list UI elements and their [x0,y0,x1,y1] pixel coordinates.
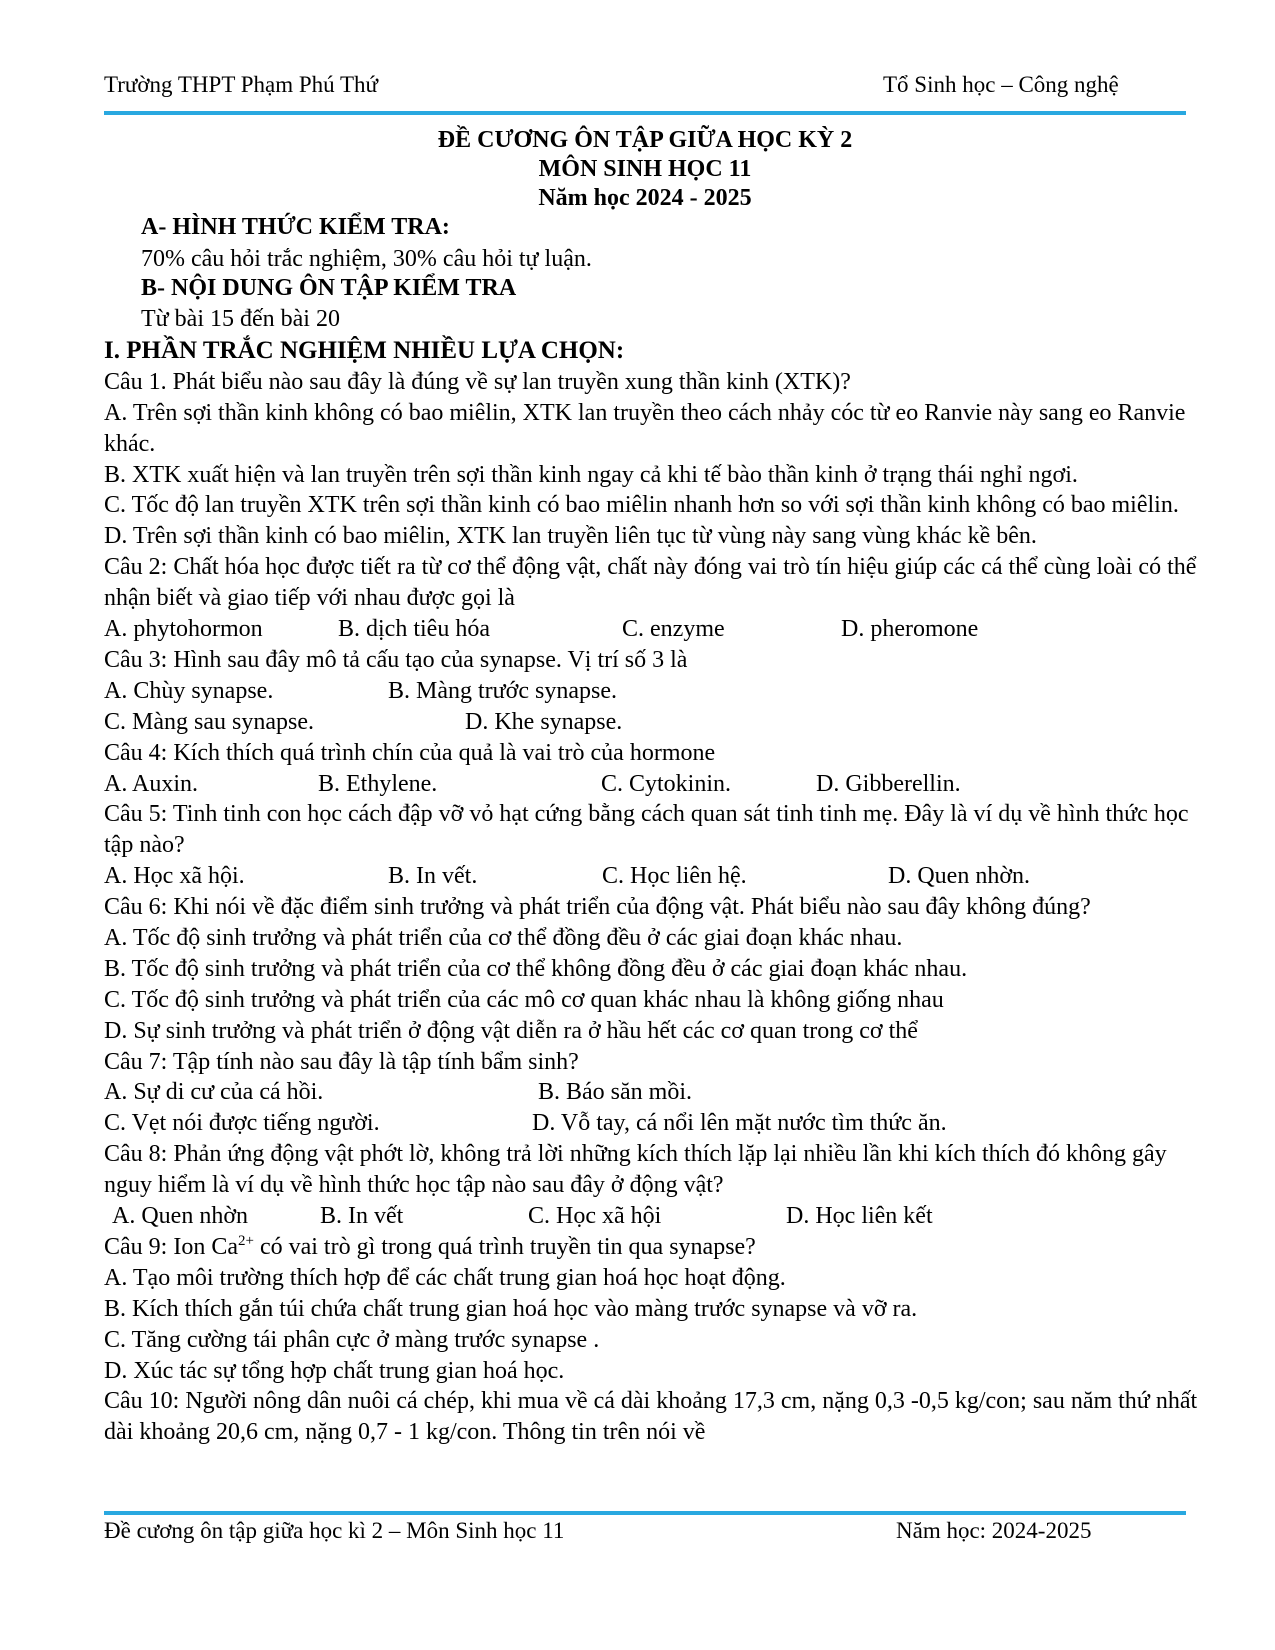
question-9-option-c: C. Tăng cường tái phân cực ở màng trước synapse . [104,1326,600,1353]
question-10-stem: Câu 10: Người nông dân nuôi cá chép, khi mua về cá dài khoảng 17,3 cm, nặng 0,3 -0,5 kg/con; sau năm thứ nhất dài khoảng 20,6 cm, nặng 0,7 - 1 kg/con. Thông tin trên nói về [104,1388,1198,1446]
footer-year: Năm học: 2024-2025 [896,1518,1092,1543]
question-7-stem: Câu 7: Tập tính nào sau đây là tập tính bẩm sinh? [104,1048,579,1075]
question-6-stem: Câu 6: Khi nói về đặc điểm sinh trưởng và phát triển của động vật. Phát biểu nào sau đây không đúng? [104,894,1091,921]
question-2-stem: Câu 2: Chất hóa học được tiết ra từ cơ thể động vật, chất này đóng vai trò tín hiệu giúp các cá thể cùng loài có thể nhận biết và giao tiếp với nhau được gọi là [104,554,1197,612]
question-4-option-d: D. Gibberellin. [816,770,961,797]
question-3-option-b: B. Màng trước synapse. [388,677,617,704]
question-8-options [104,1201,1212,1232]
section-a-title: A- HÌNH THỨC KIỂM TRA: [141,214,450,240]
question-5-option-d: D. Quen nhờn. [888,863,1031,890]
question-9-option-d: D. Xúc tác sự tổng hợp chất trung gian hoá học. [104,1357,565,1384]
question-4-options [104,769,1212,800]
footer-rule [104,1511,1186,1515]
question-list [104,336,1212,1448]
question-9-stem-end: có vai trò gì trong quá trình truyền tin qua synapse? [253,1233,756,1260]
question-6-option-d: D. Sự sinh trưởng và phát triển ở động vật diễn ra ở hầu hết các cơ quan trong cơ thể [104,1017,918,1044]
header-department: Tổ Sinh học – Công nghệ [883,72,1119,97]
header-rule [104,111,1186,115]
question-6-option-c: C. Tốc độ sinh trưởng và phát triển của các mô cơ quan khác nhau là không giống nhau [104,986,944,1013]
question-7-options-row2 [104,1108,1212,1139]
question-5-option-b: B. In vết. [388,863,478,890]
question-3-options-row2 [104,707,1212,738]
question-1-option-d: D. Trên sợi thần kinh có bao miêlin, XTK lan truyền liên tục từ vùng này sang vùng khác kề bên. [104,523,1037,550]
question-3-option-a: A. Chùy synapse. [104,677,274,704]
question-4-option-c: C. Cytokinin. [601,770,732,797]
doc-title: ĐỀ CƯƠNG ÔN TẬP GIỮA HỌC KỲ 2 [437,127,853,153]
question-7-option-b: B. Báo săn mồi. [538,1079,692,1106]
question-1-option-c: C. Tốc độ lan truyền XTK trên sợi thần kinh có bao miêlin nhanh hơn so với sợi thần kinh không có bao miêlin. [104,492,1179,519]
question-3-option-d: D. Khe synapse. [465,708,623,735]
question-2-option-b: B. dịch tiêu hóa [338,616,490,643]
question-1-option-b: B. XTK xuất hiện và lan truyền trên sợi thần kinh ngay cả khi tế bào thần kinh ở trạng thái nghỉ ngơi. [104,461,1078,488]
question-9-option-b: B. Kích thích gắn túi chứa chất trung gian hoá học vào màng trước synapse và vỡ ra. [104,1295,918,1322]
question-2-option-c: C. enzyme [622,616,725,643]
question-2-option-d: D. pheromone [841,616,979,643]
question-7-options-row1 [104,1077,1212,1108]
question-6-option-a: A. Tốc độ sinh trưởng và phát triển của cơ thể đồng đều ở các giai đoạn khác nhau. [104,925,903,952]
section-b-text: Từ bài 15 đến bài 20 [141,306,340,332]
section-a-text: 70% câu hỏi trắc nghiệm, 30% câu hỏi tự luận. [141,246,592,272]
section-b-title: B- NỘI DUNG ÔN TẬP KIỂM TRA [141,275,517,301]
footer-doc-name: Đề cương ôn tập giữa học kì 2 – Môn Sinh học 11 [104,1518,565,1543]
question-5-options [104,861,1212,892]
question-8-stem: Câu 8: Phản ứng động vật phớt lờ, không trả lời những kích thích lặp lại nhiều lần khi kích thích đó không gây nguy hiểm là ví dụ về hình thức học tập nào sau đây ở động vật? [104,1141,1167,1199]
question-9-stem-start: Câu 9: Ion Ca [104,1233,238,1260]
question-2-options [104,614,1212,645]
question-3-stem: Câu 3: Hình sau đây mô tả cấu tạo của synapse. Vị trí số 3 là [104,646,688,673]
question-4-option-b: B. Ethylene. [318,770,438,797]
question-4-option-a: A. Auxin. [104,770,199,797]
question-3-options-row1 [104,676,1212,707]
question-2-option-a: A. phytohormon [104,616,263,643]
doc-subject: MÔN SINH HỌC 11 [538,156,752,182]
question-7-option-a: A. Sự di cư của cá hồi. [104,1079,324,1106]
question-5-option-a: A. Học xã hội. [104,863,245,890]
question-7-option-d: D. Vỗ tay, cá nổi lên mặt nước tìm thức ăn. [532,1110,947,1137]
question-9-option-a: A. Tạo môi trường thích hợp để các chất trung gian hoá học hoạt động. [104,1264,786,1291]
question-9-charge: 2+ [237,1232,254,1249]
question-5-stem: Câu 5: Tinh tinh con học cách đập vỡ vỏ hạt cứng bằng cách quan sát tinh tinh mẹ. Đây là ví dụ về hình thức học tập nào? [104,801,1189,859]
question-9-stem [104,1232,1212,1263]
doc-year: Năm học 2024 - 2025 [538,185,752,211]
part1-title: I. PHẦN TRẮC NGHIỆM NHIỀU LỰA CHỌN: [104,337,625,364]
question-8-option-a: A. Quen nhờn [112,1203,249,1230]
question-6-option-b: B. Tốc độ sinh trưởng và phát triển của cơ thể không đồng đều ở các giai đoạn khác nhau. [104,955,968,982]
header-school: Trường THPT Phạm Phú Thứ [104,72,378,97]
question-3-option-c: C. Màng sau synapse. [104,708,314,735]
question-4-stem: Câu 4: Kích thích quá trình chín của quả là vai trò của hormone [104,739,716,766]
question-8-option-c: C. Học xã hội [528,1203,662,1230]
question-5-option-c: C. Học liên hệ. [602,863,747,890]
question-8-option-b: B. In vết [320,1203,404,1230]
question-8-option-d: D. Học liên kết [786,1203,933,1230]
question-7-option-c: C. Vẹt nói được tiếng người. [104,1110,380,1137]
question-1-stem: Câu 1. Phát biểu nào sau đây là đúng về sự lan truyền xung thần kinh (XTK)? [104,368,851,395]
question-1-option-a: A. Trên sợi thần kinh không có bao miêlin, XTK lan truyền theo cách nhảy cóc từ eo Ranvie này sang eo Ranvie khác. [104,399,1186,457]
